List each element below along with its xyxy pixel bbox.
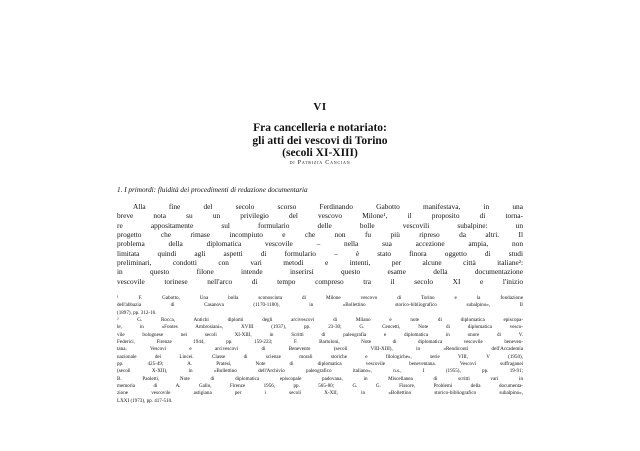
body-line: Alla fine del secolo scorso Ferdinando Gabotto manifestava, in una [133, 202, 523, 211]
footnotes [117, 295, 523, 405]
footnote-line: vile bolognese nei secoli XI-XIII, in Scritti di paleografia e diplomatica in onore di V. [117, 331, 523, 338]
chapter-number: VI [313, 101, 327, 113]
footnote-line: pp. 425-49; A. Pratesi, Note di diplomatica vescovile beneventana. Vescovi suffraganei [117, 361, 523, 368]
body-line: breve nota su un privilegio del vescovo Milone¹, il proposito di torna- [117, 211, 523, 221]
footnote-line: Federici, Firenze 1944, pp. 159-223; F. Bartoloni, Note di diplomatica vescovile beneven- [117, 339, 523, 346]
author-byline: di Patrizia Cancian [289, 160, 351, 166]
footnote-line: memoria di A. Gallo, Firenze 1956, pp. 565-80; G. G. Fissore, Problemi della documenta- [117, 383, 523, 390]
body-paragraph [117, 202, 523, 286]
footnote-line: B. Paoletti, Note di diplomatica episcopale padovana, in Miscellanea di scritti vari in [117, 375, 523, 382]
section-heading: 1. I primordi: fluidità dei procedimenti di redazione documentaria [117, 186, 308, 194]
footnote-line: ¹ F. Gabotto, Una bolla sconosciuta di Milone vescovo di Torino e la fondazione [117, 295, 523, 301]
body-line: in questo filone intende inserirsi questo esame della documentazione [117, 267, 523, 277]
body-line: problema della diplomatica vescovile – nella sua accezione ampia, non [117, 239, 523, 249]
footnote-line: zione vescovile astigiana per i secoli X-XII, in «Bollettino storico-bibliografico subalpino», [117, 390, 523, 397]
body-line: vescovile torinese nell'arco di tempo compreso tra il secolo XI e l'inizio [117, 276, 523, 286]
footnote-line: dell'abbazia di Casanova (1170-1180), in «Bollettino storico-bibliografico subalpino», II [117, 302, 523, 309]
footnote-line: LXXI (1973), pp. 417-510. [117, 397, 173, 404]
footnote-line: le, in «Fontes Ambrosiani», XVIII (1937), pp. 23-30; G. Cencetti, Note di diplomatica vesco- [117, 324, 523, 331]
footnote-line: ² G. Rocca, Antichi diplomi degli arcivescovi di Milano e note di diplomatica episcopa- [117, 317, 523, 324]
body-line: re appositamente sul formulario delle bolle vescovili subalpine: un [117, 220, 523, 230]
footnote-line: tana. Vescovi e arcivescovi di Benevento (secoli VIII-XIII), in «Rendiconti dell'Accademia [117, 346, 523, 353]
body-line: limitata quindi agli aspetti di formulario – è stato finora oggetto di studi [117, 248, 523, 258]
chapter-title [0, 122, 640, 160]
footnote-line: (1897), pp. 312-16. [117, 309, 157, 316]
body-line: preliminari, condotti con vari metodi e intenti, per alcune città italiane²: [117, 258, 523, 268]
footnote-line: nazionale dei Lincei. Classe di scienze morali storiche e filologiche», serie VIII, V (1950), [117, 353, 523, 360]
body-line: progetto che rimase incompiuto e che non fu più ripreso da altri. Il [117, 230, 523, 240]
title-line: Fra cancelleria e notariato: [253, 122, 387, 134]
title-line: gli atti dei vescovi di Torino [252, 134, 388, 147]
title-line: (secoli XI-XIII) [282, 147, 358, 159]
footnote-line: (secoli X-XII), in «Bullettino dell'Archivio paleografico italiano», n.s., I (1955), pp. 19-91; [117, 368, 523, 375]
